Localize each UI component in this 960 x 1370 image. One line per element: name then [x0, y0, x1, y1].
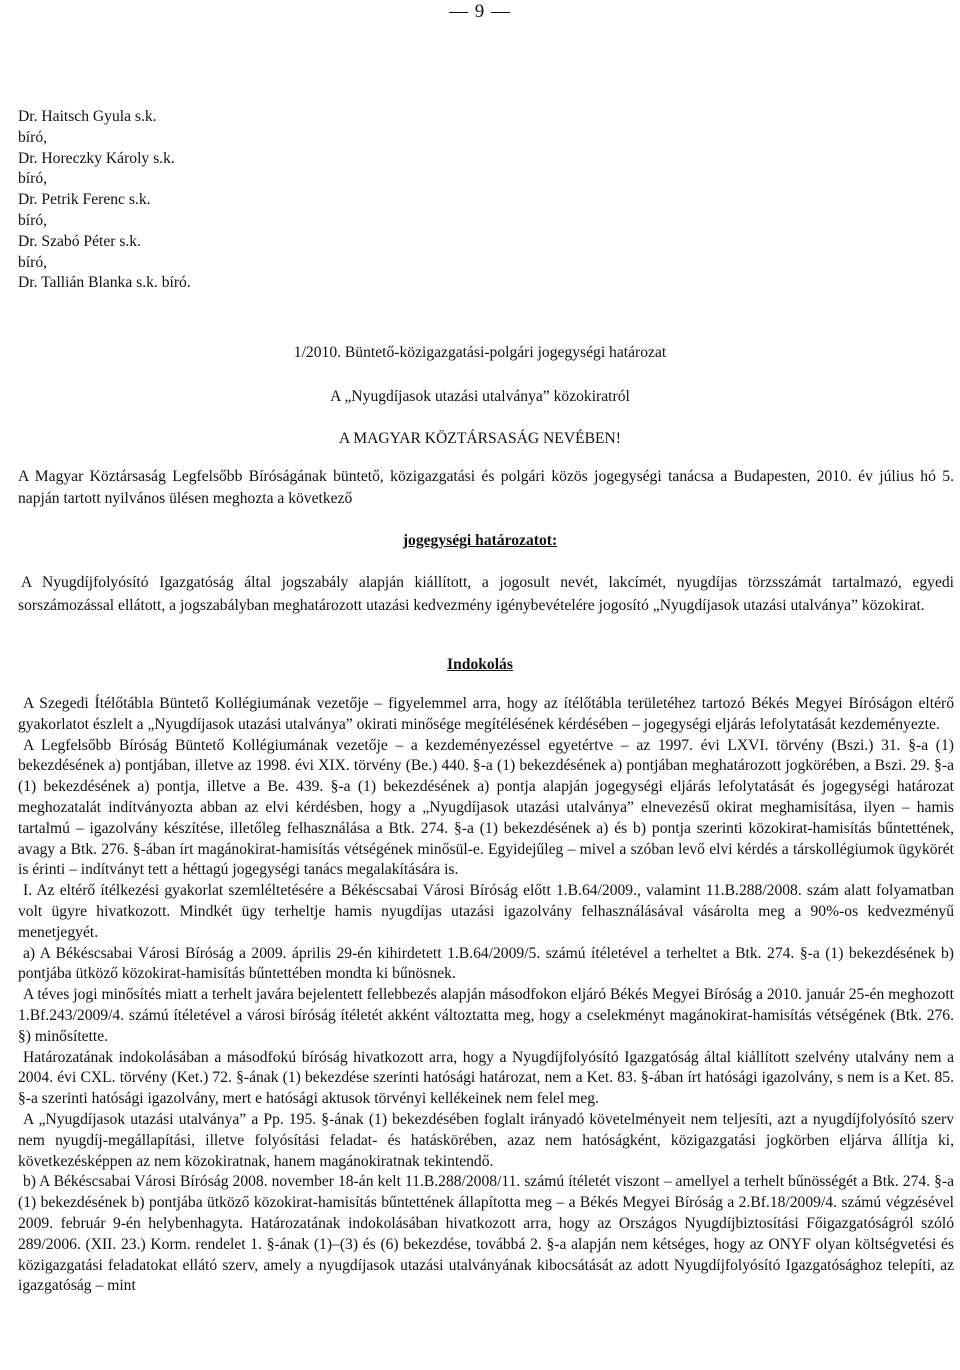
reasoning-paragraph: b) A Békéscsabai Városi Bíróság 2008. november 18-án kelt 11.B.288/2008/11. számú ítéletét viszont – amellyel a terhelt bűnösségét a Btk. 274. §-a (1) bekezdésének b) pontjába ütköző közokirat-hamisítás bűntettének állapította meg – a Békés Megyei Bíróság a 2.Bf.18/2009/4. számú végzésével 2009. február 9-én helybenhagyta. Határozatának indokolásában hivatkozott arra, hogy az Országos Nyugdíjbiztosítási Főigazgatóságról szóló 289/2006. (XII. 23.) Korm. rendelet 1. §-ának (1)–(3) és (6) bekezdése, továbbá 2. §-a alapján nem kétséges, hogy az ONYF olyan költségvetési és közigazgatási feladatokat ellátó szerv, amely a nyugdíjasok utazási utalványának kibocsátását az adott Nyugdíjfolyósító Igazgatósághoz telepíti, az igazgatóság – mint [18, 1173, 954, 1295]
signature-role: bíró, [18, 253, 48, 271]
reasoning-heading-text: Indokolás [447, 656, 513, 673]
reasoning-paragraph: A téves jogi minősítés miatt a terhelt javára bejelentett fellebbezés alapján másodfokon eljáró Békés Megyei Bíróság a 2010. január 25-én meghozott 1.Bf.243/2009/4. számú ítéletével a városi bíróság ítéletét akként változtatta meg, hogy a cselekményt magánokirat-hamisítás vétségének (Btk. 276. §) minősítette. [18, 986, 954, 1045]
reasoning-body [18, 694, 954, 1297]
reasoning-paragraph: A Szegedi Ítélőtábla Büntető Kollégiumának vezetője – figyelemmel arra, hogy az ítélőtábla területéhez tartozó Békés Megyei Bíróságon eltérő gyakorlatot észlelt a „Nyugdíjasok utazási utalványa” okirati minősége megítélésének kérdésében – jogegységi eljárás lefolytatását kezdeményezte. [18, 695, 954, 733]
reasoning-paragraph: A „Nyugdíjasok utazási utalványa” a Pp. 195. §-ának (1) bekezdésében foglalt irányadó követelményeit nem teljesíti, azt a nyugdíjfolyósító szerv nem nyugdíj-megállapítási, illetve folyósítási feladat- és hatáskörében, azaz nem hatóságként, közigazgatási jogkörben eljárva állítja ki, következésképpen az nem közokiratnak, hanem magánokiratnak tekintendő. [18, 1110, 954, 1170]
decision-heading [0, 530, 960, 552]
signature-role: bíró, [18, 128, 48, 146]
signature-line: Dr. Tallián Blanka s.k. bíró. [18, 274, 191, 292]
intro-paragraph: A Magyar Köztársaság Legfelsőbb Bíróságának büntető, közigazgatási és polgári közös jogegységi tanácsa a Budapesten, 2010. év július hó 5. napján tartott nyilvános ülésen meghozta a következő [18, 468, 954, 507]
signature-line: Dr. Horeczky Károly s.k. [18, 149, 175, 167]
page-number: — 9 — [449, 1, 511, 22]
reasoning-paragraph: I. Az eltérő ítélkezési gyakorlat szemléltetésére a Békéscsabai Városi Bíróság előtt 1.B.64/2009., valamint 11.B.288/2008. szám alatt folyamatban volt ügyre hivatkozott. Mindkét ügy terheltje hamis nyugdíjas utazási igazolvány felhasználásával vásárolta meg a 90%-os kedvezményű menetjegyét. [18, 882, 954, 941]
reasoning-paragraph: A Legfelsőbb Bíróság Büntető Kollégiumának vezetője – a kezdeményezéssel egyetértve – az 1997. évi LXVI. törvény (Bszi.) 31. §-a (1) bekezdésének a) pontjában, illetve az 1998. évi XIX. törvény (Be.) 440. §-a (1) bekezdésének a) pontjában meghatározott jogkörében, a Bszi. 29. §-a (1) bekezdésének a) pontja, illetve a Be. 439. §-a (1) bekezdésének a) pontja alapján jogegységi eljárás lefolytatását és jogegységi határozat meghozatalát indítványozta abban az elvi kérdésben, hogy a „Nyugdíjasok utazási utalványa” elnevezésű okirat meghamisítása, ilyen – hamis tartalmú – igazolvány készítése, illetőleg felhasználása a Btk. 274. §-a (1) bekezdésének a) és b) pontja szerinti közokirat-hamisítás bűntettének, avagy a Btk. 276. §-ában írt magánokirat-hamisítás vétségének minősül-e. Egyidejűleg – mivel a szóban levő elvi kérdés a társkollégiumok ügykörét is érinti – indítványt tett a héttagú jogegységi tanács megalakítására is. [18, 736, 954, 879]
reasoning-paragraph: Határozatának indokolásában a másodfokú bíróság hivatkozott arra, hogy a Nyugdíjfolyósító Igazgatóság által kiállított szelvény utalvány nem a 2004. évi CXL. törvény (Ket.) 72. §-ának (1) bekezdése szerinti hatósági határozat, nem a Ket. 83. §-ában írt hatósági igazolvány, s nem is a Ket. 85. §-a szerinti hatósági igazolvány, mert e hatósági aktusok törvényi kellékeinek nem felel meg. [18, 1048, 954, 1108]
signature-line: Dr. Haitsch Gyula s.k. [18, 108, 157, 125]
decision-heading-text: jogegységi határozatot: [402, 532, 558, 549]
signature-role: bíró, [18, 211, 48, 229]
decision-number-title: 1/2010. Büntető-közigazgatási-polgári jogegységi határozat [293, 344, 667, 361]
signature-line: Dr. Szabó Péter s.k. [18, 232, 141, 250]
signature-block [18, 107, 191, 294]
signature-role: bíró, [18, 170, 48, 188]
decision-subject: A „Nyugdíjasok utazási utalványa” közokiratról [330, 388, 630, 405]
in-the-name-heading: A MAGYAR KÖZTÁRSASÁG NEVÉBEN! [339, 430, 621, 447]
dispositive-paragraph: A Nyugdíjfolyósító Igazgatóság által jogszabály alapján kiállított, a jogosult nevét, lakcímét, nyugdíjas törzsszámát tartalmazó, egyedi sorszámozással ellátott, a jogszabályban meghatározott utazási kedvezmény igénybevételére jogosító „Nyugdíjasok utazási utalványa” közokirat. [18, 574, 954, 614]
reasoning-paragraph: a) A Békéscsabai Városi Bíróság a 2009. április 29-én kihirdetett 1.B.64/2009/5. számú ítéletével a terheltet a Btk. 274. §-a (1) bekezdésének b) pontjába ütköző közokirat-hamisítás bűntettében mondta ki bűnösnek. [18, 944, 954, 983]
signature-line: Dr. Petrik Ferenc s.k. [18, 191, 151, 209]
reasoning-heading [0, 654, 960, 676]
